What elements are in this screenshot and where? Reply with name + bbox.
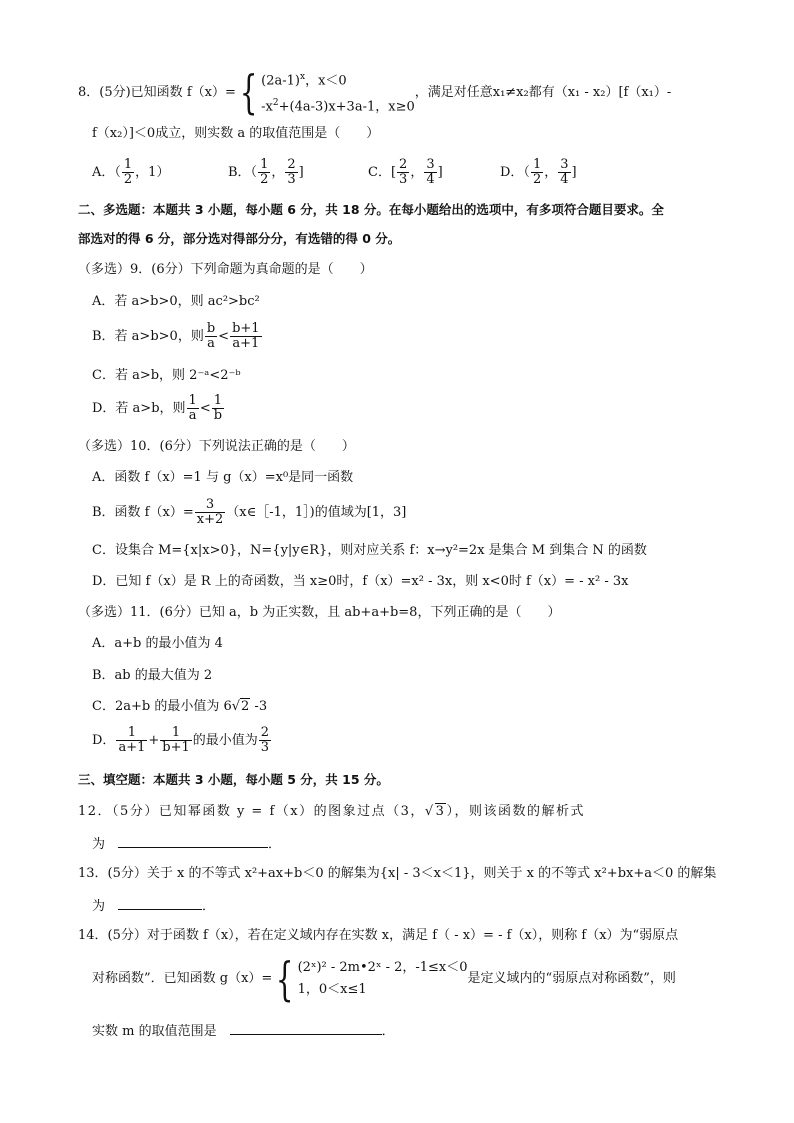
sqrt-icon: √ (231, 699, 241, 714)
q8-piecewise (261, 66, 415, 119)
q11-option-b: B．ab 的最大值为 2 (92, 668, 213, 683)
q8-prefix: 8．(5分)已知函数 f（x）= (78, 84, 236, 100)
question-14-line2: 对称函数”．已知函数 g（x）={ (2ˣ)² - 2m•2ˣ - 2，-1≤x＜0 1，0＜x≤1 是定义域内的“弱原点对称函数”，则 (92, 951, 676, 1006)
question-8-line1 (78, 66, 671, 119)
q9-option-a: A．若 a>b>0，则 ac²>bc² (92, 294, 260, 309)
question-9-stem: （多选）9．(6分）下列命题为真命题的是（ ） (78, 262, 373, 277)
q11-option-d: D． $\frac{1}{a+1}$ + $\frac{1}{b+1}$ 的最小值为 $\frac{2}{3}$ (92, 725, 270, 755)
section-2-heading-line1: 二、多选题：本题共 3 小题，每小题 6 分，共 18 分。在每小题给出的选项中，有多项符合题目要求。全 (78, 202, 664, 217)
q8-option-c: C．[ $\frac{2}{3}$ ， $\frac{3}{4}$ ] (368, 157, 443, 187)
question-14-line1: 14．(5分）对于函数 f（x），若在定义域内存在实数 x，满足 f（ - x）= - f（x），则称 f（x）为“弱原点 (78, 928, 679, 943)
q10-option-d: D．已知 f（x）是 R 上的奇函数，当 x≥0时，f（x）=x² - 3x，则 x<0时 f（x）= - x² - 3x (92, 574, 629, 589)
piecewise-brace-icon: { (276, 951, 294, 1006)
section-3-heading: 三、填空题：本题共 3 小题，每小题 5 分，共 15 分。 (78, 772, 389, 787)
piecewise-brace-icon: { (239, 65, 258, 120)
question-12-line2: 为 ． (92, 833, 281, 855)
q8-piece1: $(2a-1)^x$，x＜0 (261, 72, 347, 89)
q8-option-a: A．（ $\frac{1}{2}$ ，1） (92, 157, 170, 187)
q9-option-d: D．若 a>b，则 $\frac{1}{a}$ < $\frac{1}{b}$ (92, 393, 223, 423)
question-12-line1: 12．（5分）已知幂函数 y = f（x）的图象过点（3，√3），则该函数的解析式 (78, 804, 585, 819)
q9-option-b: B．若 a>b>0，则 $\frac{b}{a}$ < $\frac{b+1}{a+1}$ (92, 321, 260, 351)
q11-option-c: C．2a+b 的最小值为 6√2 -3 (92, 699, 268, 714)
question-11-stem: （多选）11．(6分）已知 a，b 为正实数，且 ab+a+b=8，下列正确的是（ ） (78, 605, 561, 620)
question-13-line2: 为 ． (92, 895, 215, 917)
q14-piecewise: (2ˣ)² - 2m•2ˣ - 2，-1≤x＜0 1，0＜x≤1 (297, 959, 468, 997)
q8-suffix: ，满足对任意x₁≠x₂都有（x₁ - x₂）[f（x₁）- (414, 84, 672, 100)
q10-option-b: B．函数 f（x）= $\frac{3}{x+2}$ （x∈［-1，1］)的值域为[1，3] (92, 497, 407, 527)
q11-option-a: A．a+b 的最小值为 4 (92, 636, 223, 651)
question-8-line2: f（x₂）]＜0成立，则实数 a 的取值范围是（ ） (92, 126, 380, 141)
section-2-heading-line2: 部选对的得 6 分，部分选对得部分分，有选错的得 0 分。 (78, 231, 401, 246)
q10-option-a: A．函数 f（x）=1 与 g（x）=x⁰是同一函数 (92, 470, 354, 485)
sqrt-icon: √ (424, 804, 435, 819)
q13-answer-blank[interactable] (118, 895, 202, 910)
question-13-line1: 13．(5分）关于 x 的不等式 x²+ax+b＜0 的解集为{x| - 3＜x＜1}，则关于 x 的不等式 x²+bx+a＜0 的解集 (78, 866, 717, 881)
question-10-stem: （多选）10．(6分）下列说法正确的是（ ） (78, 439, 355, 454)
q8-option-d: D．（ $\frac{1}{2}$ ， $\frac{3}{4}$ ] (500, 157, 577, 187)
q8-option-b: B．（ $\frac{1}{2}$ ， $\frac{2}{3}$ ] (228, 157, 304, 187)
q8-piece2: $-x^2+(4a-3)x+3a-1$，x≥0 (261, 98, 415, 115)
q9-option-c: C．若 a>b，则 2⁻ᵃ<2⁻ᵇ (92, 368, 241, 383)
q14-answer-blank[interactable] (230, 1020, 382, 1035)
question-14-line3: 实数 m 的取值范围是 ． (92, 1020, 395, 1042)
q12-answer-blank[interactable] (118, 833, 268, 848)
q10-option-c: C．设集合 M={x|x>0}，N={y|y∈R}，则对应关系 f：x→y²=2x 是集合 M 到集合 N 的函数 (92, 543, 647, 558)
